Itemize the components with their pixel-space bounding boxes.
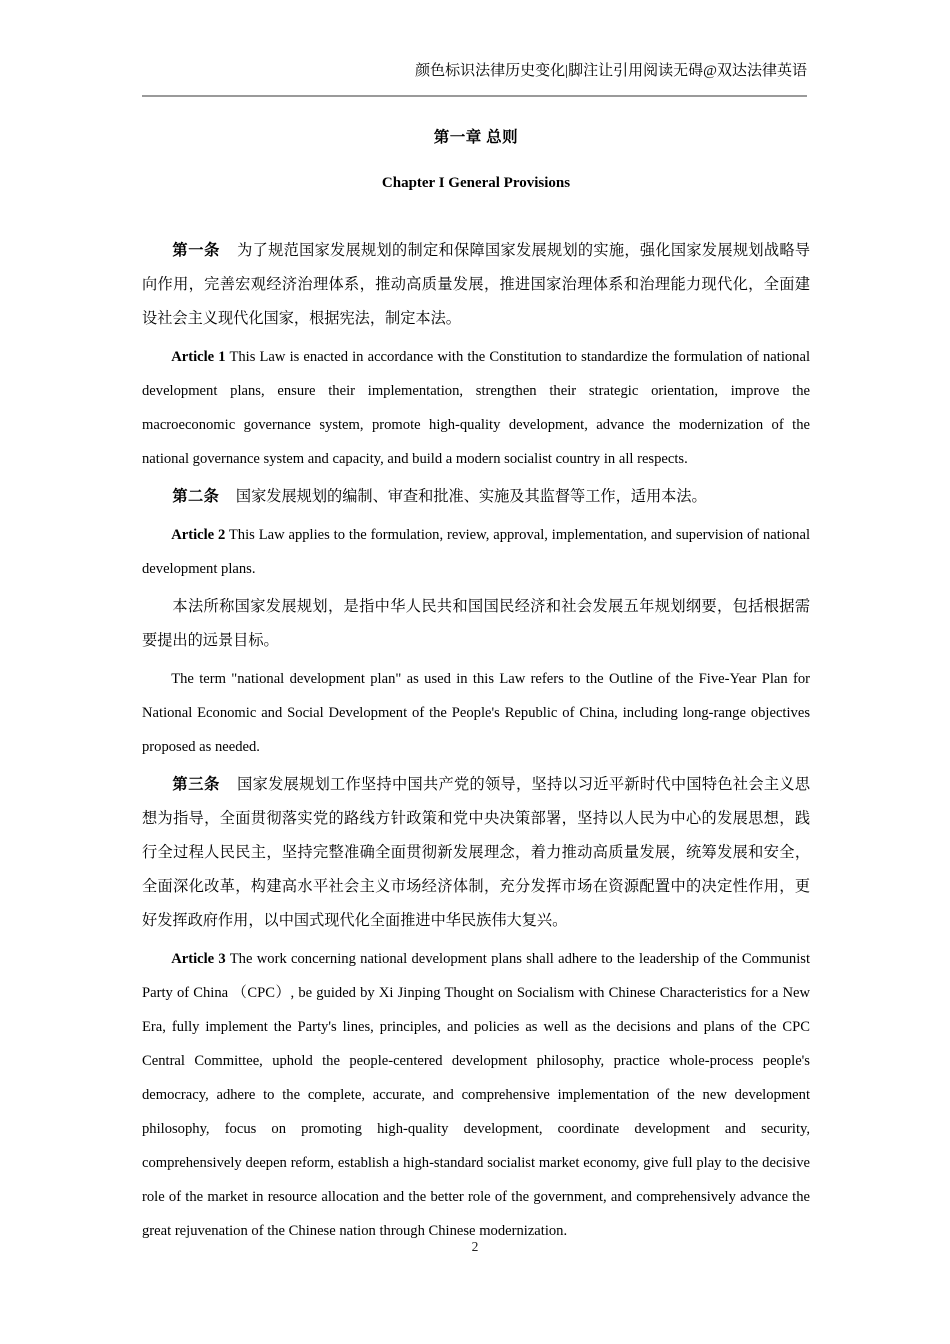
article-1-text-english: This Law is enacted in accordance with the Constitution to standardize the formulation of national development plans, ensure their implementation, strengthen their strategic orientation, improve the macroeconomic governance system, promote high-quality development, advance the modernization of the national governance system and capacity, and build a modern socialist country in all respects. (142, 349, 811, 467)
article-2-extra-paragraph-english: The term "national development plan" as used in this Law refers to the Outline of the Five-Year Plan for National Economic and Social Development of the People's Republic of China, including long-range objectives proposed as needed. (142, 671, 810, 755)
article-1-text-chinese: 为了规范国家发展规划的制定和保障国家发展规划的实施，强化国家发展规划战略导向作用，完善宏观经济治理体系，推动高质量发展，推进国家治理体系和治理能力现代化，全面建设社会主义现代化国家，根据宪法，制定本法。 (142, 242, 811, 327)
page-number: 2 (471, 1239, 479, 1254)
article-3-text-english: The work concerning national development plans shall adhere to the leadership of the Communist Party of China （CPC）, be guided by Xi Jinping Thought on Socialism with Chinese Characteristics for a New Era, fully implement the Party's lines, principles, and policies as well as the decisions and plans of the CPC Central Committee, uphold the people-centered development philosophy, practice whole-process people's democracy, adhere to the complete, accurate, and comprehensive implementation of the new development philosophy, focus on promoting high-quality development, coordinate development and security, comprehensively deepen reform, establish a high-standard socialist market economy, give full play to the decisive role of the market in resource allocation and the better role of the government, and comprehensively advance the great rejuvenation of the Chinese nation through Chinese modernization. (142, 951, 810, 1239)
page-header (142, 60, 807, 105)
chapter-title-chinese: 第一章 总则 (433, 129, 519, 146)
article-1-label-chinese: 第一条 (172, 242, 221, 259)
article-2-text-english: This Law applies to the formulation, review, approval, implementation, and supervision of national development plans. (142, 527, 810, 577)
article-2-extra-paragraph-chinese: 本法所称国家发展规划，是指中华人民共和国国民经济和社会发展五年规划纲要，包括根据需要提出的远景目标。 (142, 598, 810, 649)
article-1-label-english: Article 1 (171, 349, 226, 365)
article-2-label-english: Article 2 (171, 527, 226, 543)
article-3-paragraph-chinese (142, 768, 810, 938)
article-1-paragraph-english (142, 340, 810, 476)
article-3-label-english: Article 3 (171, 951, 226, 967)
running-head-text: 颜色标识法律历史变化|脚注让引用阅读无碍@双达法律英语 (415, 63, 807, 79)
article-3-paragraph-english (142, 942, 810, 1248)
article-3-label-chinese: 第三条 (172, 776, 221, 793)
article-3-text-chinese: 国家发展规划工作坚持中国共产党的领导，坚持以习近平新时代中国特色社会主义思想为指导，全面贯彻落实党的路线方针政策和党中央决策部署，坚持以人民为中心的发展思想，践行全过程人民民主，坚持完整准确全面贯彻新发展理念，着力推动高质量发展，统筹发展和安全，全面深化改革，构建高水平社会主义市场经济体制，充分发挥市场在资源配置中的决定性作用，更好发挥政府作用，以中国式现代化全面推进中华民族伟大复兴。 (142, 776, 811, 929)
header-divider (142, 95, 807, 97)
article-2-text-chinese: 国家发展规划的编制、审查和批准、实施及其监督等工作，适用本法。 (235, 488, 707, 505)
article-1-paragraph-chinese (142, 234, 810, 336)
article-2-paragraph-english (142, 518, 810, 586)
chapter-title-english: Chapter I General Provisions (381, 175, 571, 191)
article-2-label-chinese: 第二条 (172, 488, 220, 505)
page-footer (0, 1238, 950, 1256)
document-body (142, 126, 810, 1252)
article-2-paragraph-chinese (142, 480, 810, 514)
